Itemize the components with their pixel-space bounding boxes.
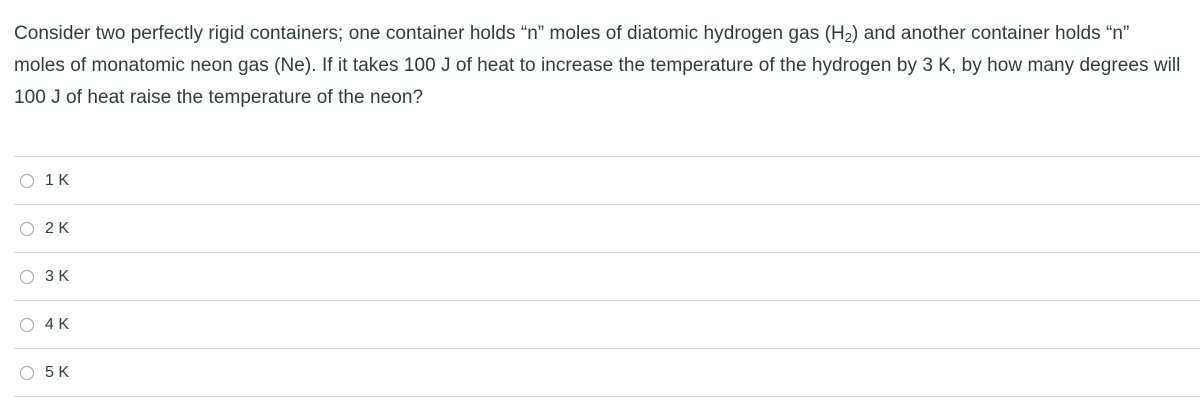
answer-label[interactable]: 4 K [45,315,70,333]
radio-unselected-icon[interactable] [20,366,34,380]
question-text-part2: ) and another container holds “n” moles of monatomic neon gas (Ne). If it takes 100 J of heat to increase the temperature of the hydrogen by 3 K, by how many degrees will 100 J of heat raise the temperature of the neon? [14,23,1181,108]
answer-option-3[interactable] [14,253,1200,301]
answer-list [14,156,1200,397]
answer-option-2[interactable] [14,205,1200,253]
answer-label[interactable]: 1 K [45,171,70,189]
radio-unselected-icon[interactable] [20,174,34,188]
hydrogen-subscript: 2 [844,30,853,45]
question-text [14,18,1184,114]
answer-option-4[interactable] [14,301,1200,349]
answer-label[interactable]: 3 K [45,267,70,285]
answer-label[interactable]: 5 K [45,363,70,381]
answer-label[interactable]: 2 K [45,219,70,237]
radio-unselected-icon[interactable] [20,270,34,284]
question-text-part1: Consider two perfectly rigid containers; one container holds “n” moles of diatomic hydrogen gas (H [14,23,845,44]
answer-option-5[interactable] [14,349,1200,397]
answer-option-1[interactable] [14,157,1200,205]
radio-unselected-icon[interactable] [20,318,34,332]
radio-unselected-icon[interactable] [20,222,34,236]
